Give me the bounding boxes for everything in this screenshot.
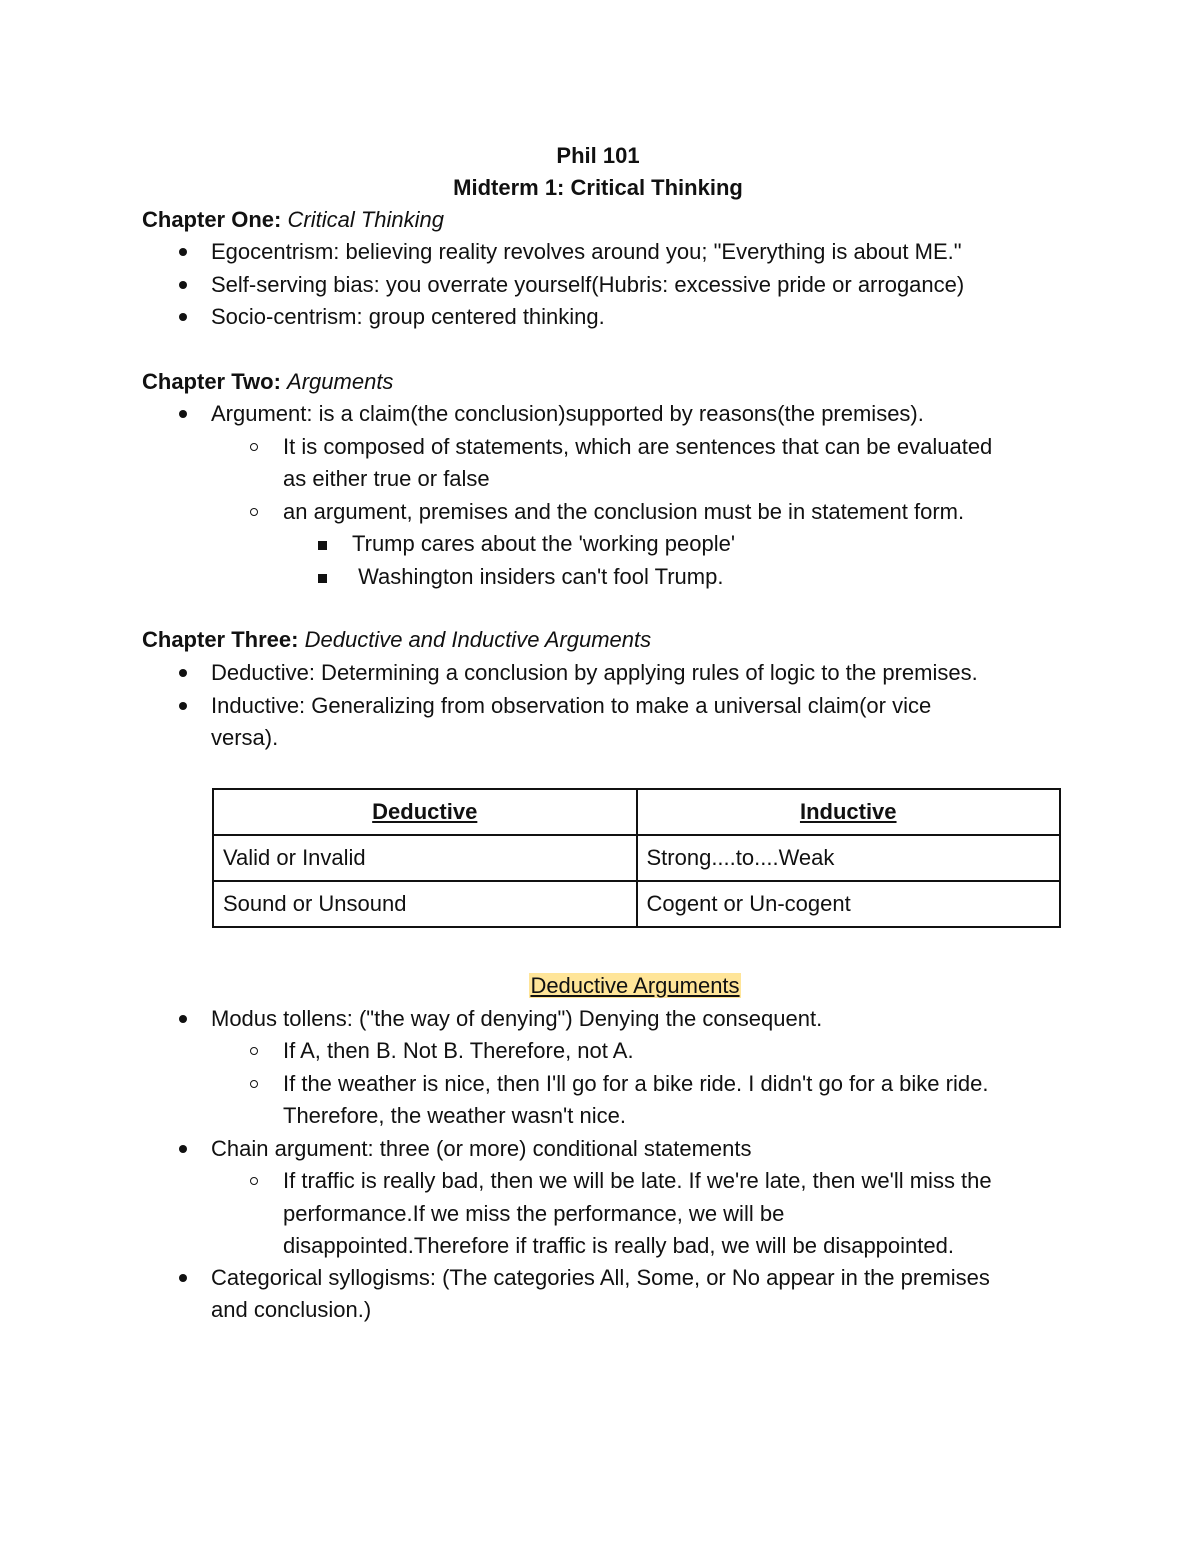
chapter-three-label: Chapter Three: [142,627,299,652]
list-item-continuation: performance.If we miss the performance, we will be [283,1201,785,1226]
hollow-bullet-icon [250,1080,258,1088]
list-item: Egocentrism: believing reality revolves around you; "Everything is about ME." [211,239,962,264]
hollow-bullet-icon [250,1047,258,1055]
course-title: Phil 101 [556,143,640,168]
list-item: Chain argument: three (or more) conditional statements [211,1136,752,1161]
chapter-three-heading [142,624,651,656]
list-item: Washington insiders can't fool Trump. [352,564,724,589]
list-item: Inductive: Generalizing from observation to make a universal claim(or vice [211,693,932,718]
list-item-continuation: as either true or false [283,466,490,491]
list-item: Deductive: Determining a conclusion by applying rules of logic to the premises. [211,660,978,685]
table-header-cell: Inductive [637,789,1061,835]
chapter-three-topic: Deductive and Inductive Arguments [304,627,652,652]
list-item: If A, then B. Not B. Therefore, not A. [283,1038,634,1063]
chapter-two-topic: Arguments [287,369,394,394]
comparison-table [212,788,1061,928]
chapter-one-heading [142,204,444,236]
list-item-continuation: versa). [211,725,279,750]
table-row [213,881,1060,927]
list-item: If the weather is nice, then I'll go for a bike ride. I didn't go for a bike ride. [283,1071,989,1096]
hollow-bullet-icon [250,443,258,451]
table-header-cell: Deductive [213,789,637,835]
table-cell: Sound or Unsound [213,881,637,927]
exam-title: Midterm 1: Critical Thinking [453,175,743,200]
table-row [213,835,1060,881]
hollow-bullet-icon [250,508,258,516]
hollow-bullet-icon [250,1177,258,1185]
list-item: Argument: is a claim(the conclusion)supported by reasons(the premises). [211,401,924,426]
table-cell: Cogent or Un-cogent [637,881,1061,927]
bullet-icon [179,281,187,289]
list-item-continuation: and conclusion.) [211,1297,372,1322]
bullet-icon [179,702,187,710]
chapter-two-heading [142,366,393,398]
list-item-continuation: disappointed.Therefore if traffic is really bad, we will be disappointed. [283,1233,954,1258]
deductive-arguments-heading-row [0,970,1200,1002]
list-item: Socio-centrism: group centered thinking. [211,304,605,329]
bullet-icon [179,410,187,418]
bullet-icon [179,1015,187,1023]
bullet-icon [179,313,187,321]
chapter-one-topic: Critical Thinking [287,207,444,232]
list-item: Categorical syllogisms: (The categories All, Some, or No appear in the premises [211,1265,990,1290]
bullet-icon [179,1145,187,1153]
table-header-row [213,789,1060,835]
bullet-icon [179,248,187,256]
list-item: If traffic is really bad, then we will be late. If we're late, then we'll miss the [283,1168,992,1193]
deductive-arguments-heading: Deductive Arguments [530,973,740,998]
chapter-one-label: Chapter One: [142,207,282,232]
list-item: Trump cares about the 'working people' [352,531,736,556]
table-cell: Valid or Invalid [213,835,637,881]
list-item: Self-serving bias: you overrate yourself(Hubris: excessive pride or arrogance) [211,272,965,297]
square-bullet-icon [318,541,327,550]
square-bullet-icon [318,574,327,583]
list-item: It is composed of statements, which are sentences that can be evaluated [283,434,993,459]
list-item-continuation: Therefore, the weather wasn't nice. [283,1103,626,1128]
bullet-icon [179,1274,187,1282]
bullet-icon [179,669,187,677]
table-cell: Strong....to....Weak [637,835,1061,881]
list-item: an argument, premises and the conclusion must be in statement form. [283,499,965,524]
list-item: Modus tollens: ("the way of denying") Denying the consequent. [211,1006,823,1031]
chapter-two-label: Chapter Two: [142,369,281,394]
